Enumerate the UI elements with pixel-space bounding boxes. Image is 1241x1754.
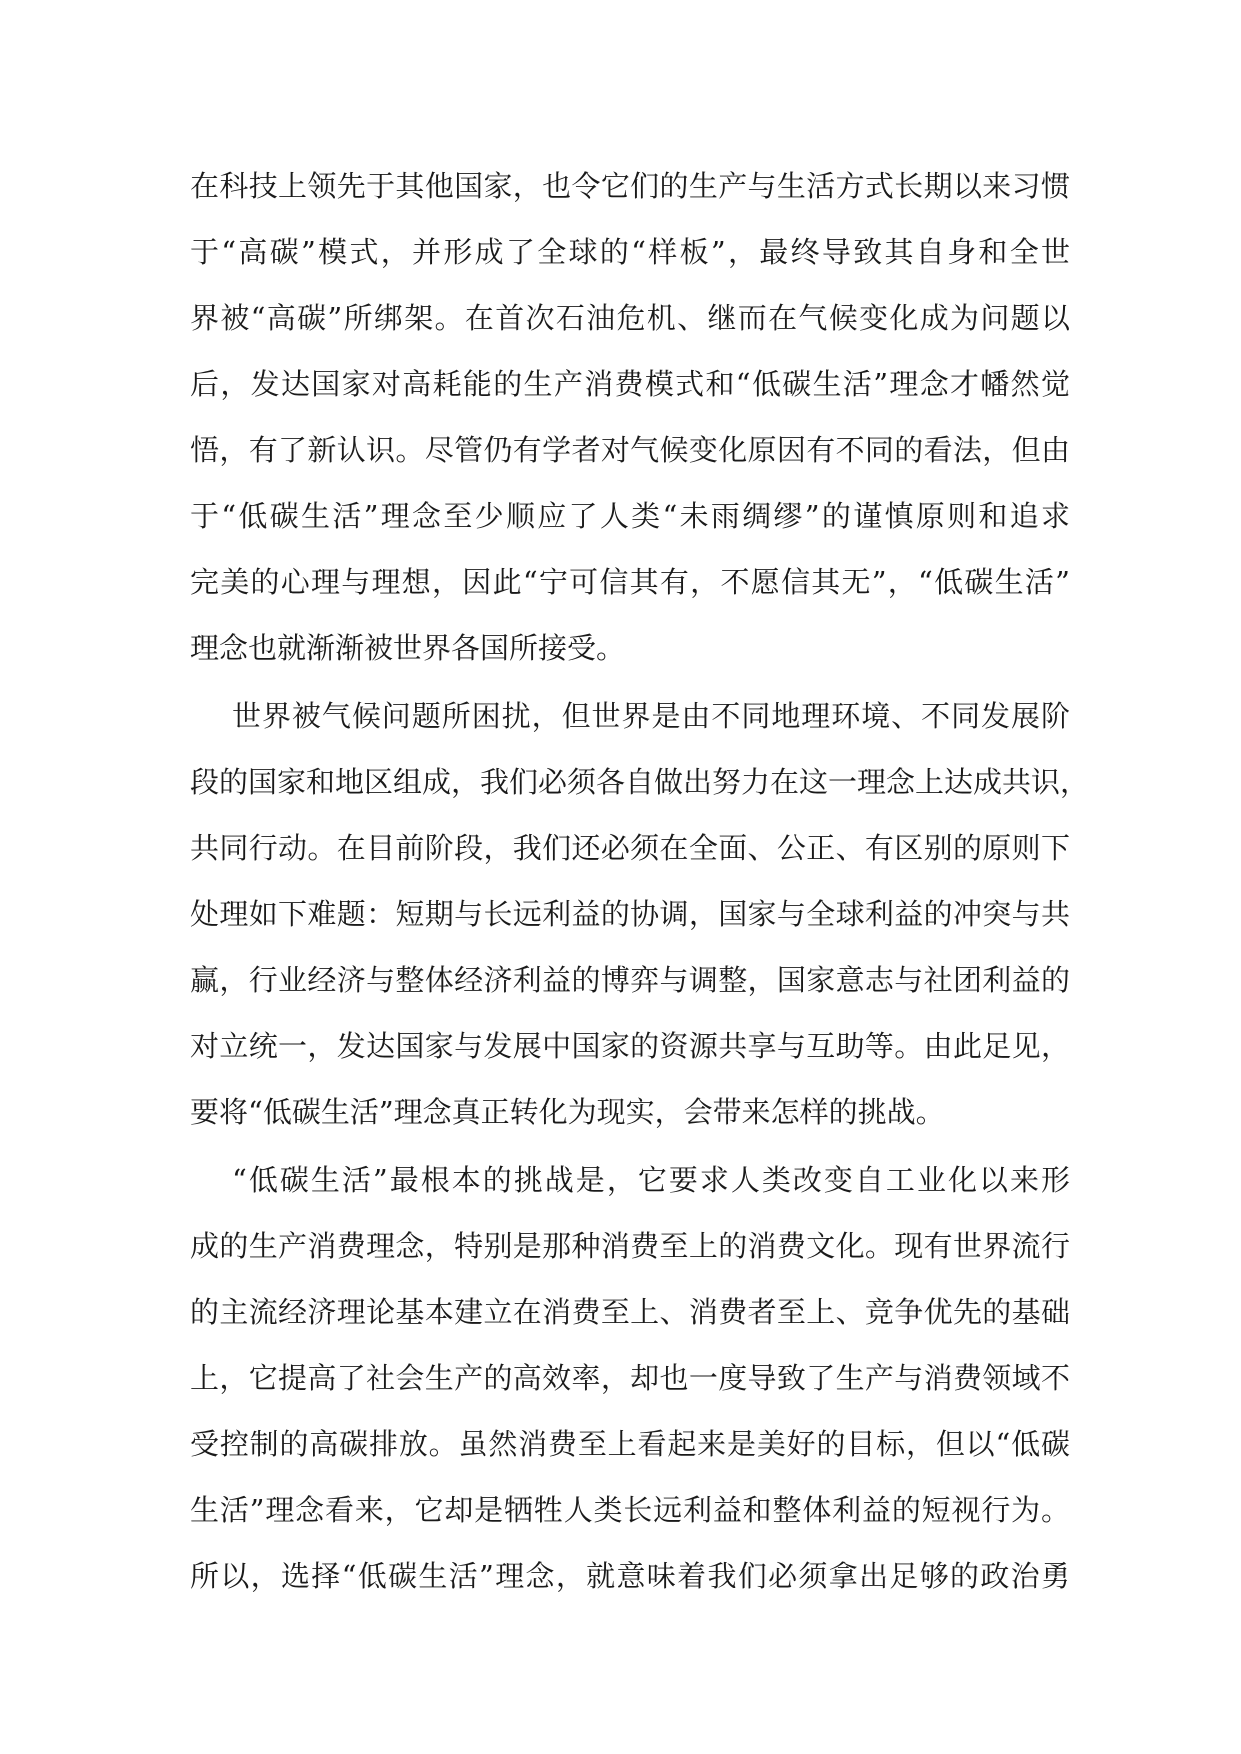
text-line: 完美的心理与理想，因此“宁可信其有，不愿信其无”，“低碳生活” (190, 565, 1070, 599)
text-line: 后，发达国家对高耗能的生产消费模式和“低碳生活”理念才幡然觉 (190, 367, 1070, 401)
text-line: 于“高碳”模式，并形成了全球的“样板”，最终导致其自身和全世 (190, 235, 1070, 269)
text-line: 于“低碳生活”理念至少顺应了人类“未雨绸缪”的谨慎原则和追求 (190, 499, 1070, 533)
text-line: 理念也就渐渐被世界各国所接受。 (190, 631, 626, 665)
text-line: “低碳生活”最根本的挑战是，它要求人类改变自工业化以来形 (232, 1163, 1070, 1197)
text-line: 在科技上领先于其他国家，也令它们的生产与生活方式长期以来习惯 (190, 169, 1070, 203)
text-line: 的主流经济理论基本建立在消费至上、消费者至上、竞争优先的基础 (190, 1295, 1070, 1329)
document-body (190, 153, 1090, 1609)
text-line: 所以，选择“低碳生活”理念，就意味着我们必须拿出足够的政治勇 (190, 1559, 1070, 1593)
text-line: 段的国家和地区组成，我们必须各自做出努力在这一理念上达成共识， (190, 765, 1090, 799)
text-line: 要将“低碳生活”理念真正转化为现实，会带来怎样的挑战。 (190, 1095, 945, 1129)
text-line: 悟，有了新认识。尽管仍有学者对气候变化原因有不同的看法，但由 (190, 433, 1070, 467)
text-line: 上，它提高了社会生产的高效率，却也一度导致了生产与消费领域不 (190, 1361, 1070, 1395)
text-line: 共同行动。在目前阶段，我们还必须在全面、公正、有区别的原则下 (190, 831, 1070, 865)
text-line: 处理如下难题：短期与长远利益的协调，国家与全球利益的冲突与共 (190, 897, 1070, 931)
text-line: 界被“高碳”所绑架。在首次石油危机、继而在气候变化成为问题以 (190, 301, 1070, 335)
text-line: 受控制的高碳排放。虽然消费至上看起来是美好的目标，但以“低碳 (190, 1427, 1070, 1461)
text-line: 生活”理念看来，它却是牺牲人类长远利益和整体利益的短视行为。 (190, 1493, 1070, 1527)
text-line: 赢，行业经济与整体经济利益的博弈与调整，国家意志与社团利益的 (190, 963, 1070, 997)
text-line: 成的生产消费理念，特别是那种消费至上的消费文化。现有世界流行 (190, 1229, 1070, 1263)
text-line: 对立统一，发达国家与发展中国家的资源共享与互助等。由此足见， (190, 1029, 1070, 1063)
text-line: 世界被气候问题所困扰，但世界是由不同地理环境、不同发展阶 (232, 699, 1070, 733)
